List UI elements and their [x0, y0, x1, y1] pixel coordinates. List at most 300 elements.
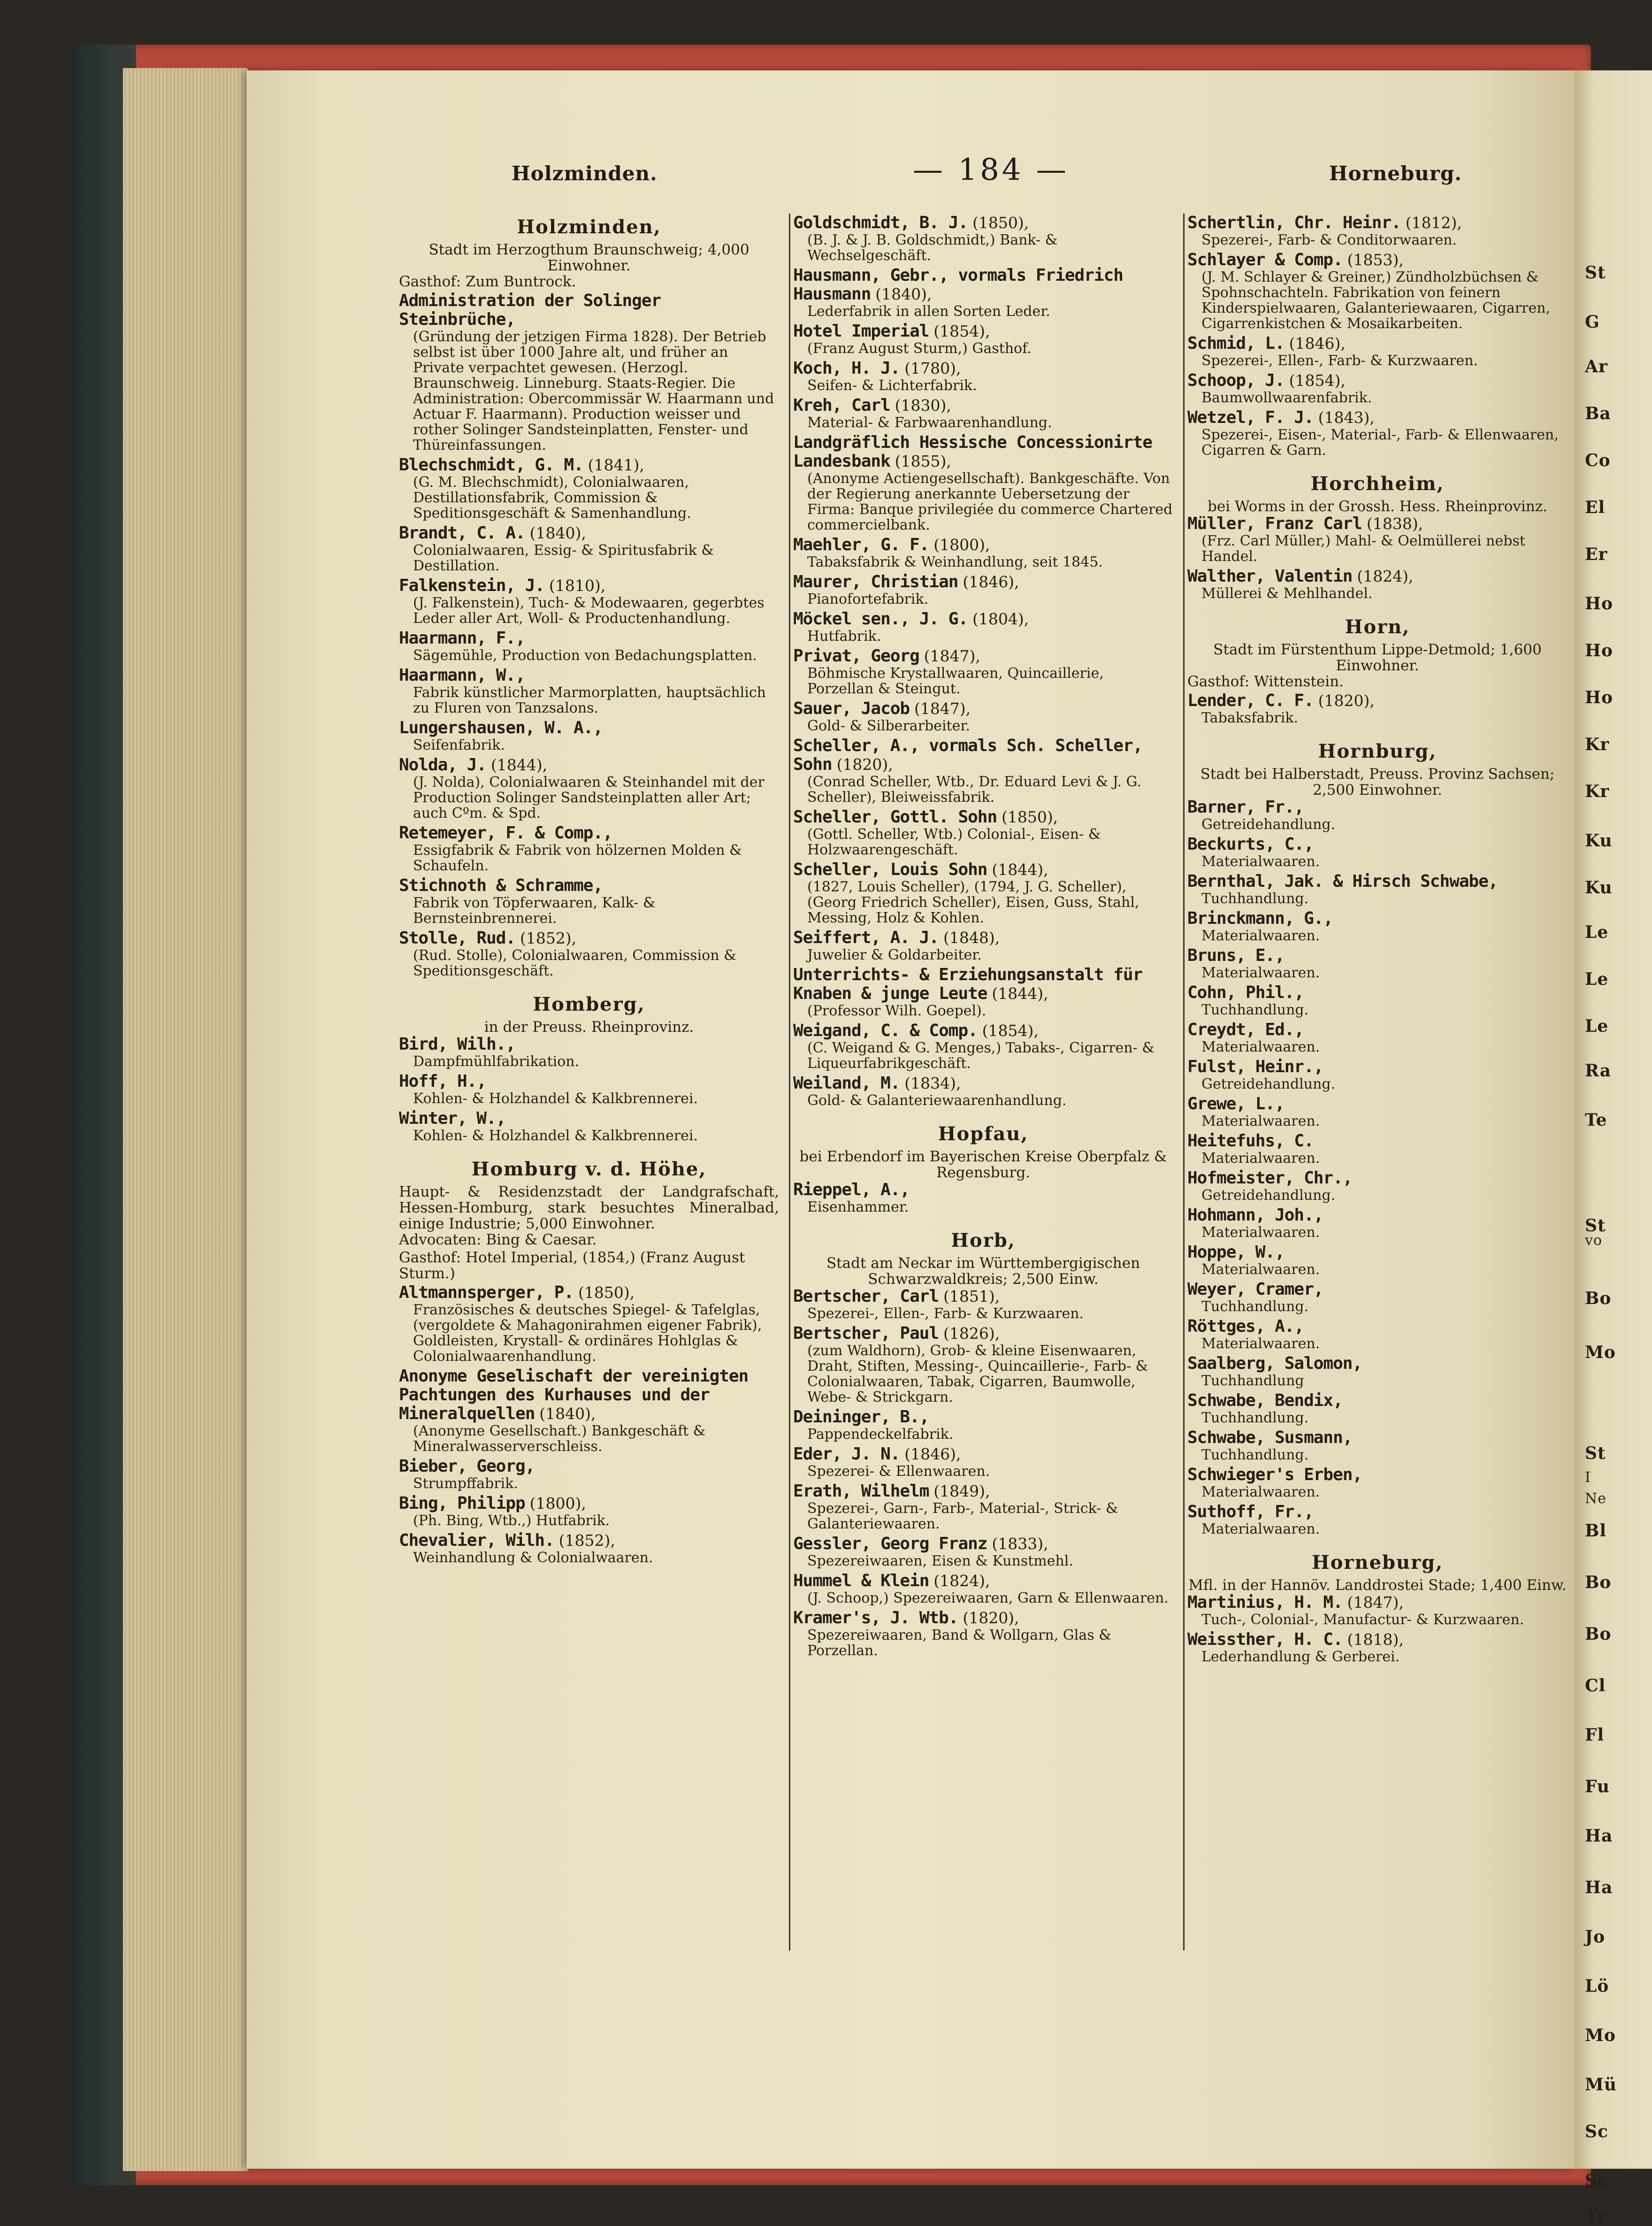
firm-description: Getreidehandlung. [1201, 816, 1336, 833]
firm-name: Weissther, H. C. [1187, 1630, 1343, 1649]
firm-description: Essigfabrik & Fabrik von hölzernen Molden & Schaufeln. [413, 842, 742, 874]
entry-headline [1187, 983, 1568, 1002]
firm-name: Heitefuhs, C. [1187, 1131, 1314, 1151]
firm-description: (C. Weigand & G. Menges,) Tabaks-, Cigarren- & Liqueurfabrikgeschäft. [807, 1040, 1155, 1072]
firm-name: Wetzel, F. J. [1187, 408, 1314, 427]
firm-description: Gold- & Silberarbeiter. [807, 718, 970, 734]
firm-name: Möckel sen., J. G. [793, 609, 968, 629]
directory-entry [1187, 1593, 1568, 1627]
firm-name: Röttges, A., [1187, 1317, 1304, 1336]
firm-description: Materialwaaren. [1201, 1261, 1320, 1278]
firm-year: (1840), [529, 524, 586, 542]
firm-description: Materialwaaren. [1201, 853, 1320, 870]
firm-year: (1800), [529, 1494, 586, 1512]
entry-headline [399, 1072, 779, 1091]
firm-year: (1838), [1367, 514, 1423, 533]
directory-entry [793, 808, 1173, 858]
firm-name: Schoop, J. [1187, 371, 1285, 390]
directory-entry [1187, 1058, 1568, 1092]
directory-entry [1187, 835, 1568, 869]
firm-year: (1853), [1347, 251, 1404, 269]
entry-headline [1187, 1169, 1568, 1188]
firm-name: Maurer, Christian [793, 572, 958, 591]
next-page-fragment: Bl [1585, 1521, 1607, 1541]
header-right-title: Horneburg. [1329, 162, 1462, 185]
firm-name: Scheller, Louis Sohn [793, 860, 987, 879]
directory-entry [793, 1287, 1173, 1321]
firm-description: Tuch-, Colonial-, Manufactur- & Kurzwaaren. [1201, 1612, 1524, 1628]
firm-name: Hoppe, W., [1187, 1243, 1285, 1262]
firm-name: Cohn, Phil., [1187, 983, 1304, 1002]
firm-year: (1847), [1347, 1593, 1404, 1612]
place-description: Mfl. in der Hannöv. Landdrostei Stade; 1,400 Einw. [1188, 1577, 1567, 1594]
place-description: bei Worms in der Grossh. Hess. Rheinprovinz. [1207, 498, 1548, 515]
firm-name: Stolle, Rud. [399, 929, 516, 948]
entry-headline [399, 666, 779, 685]
entry-headline [1187, 408, 1568, 427]
directory-entry [793, 266, 1173, 319]
firm-year: (1843), [1318, 408, 1375, 427]
column-rule [1183, 214, 1185, 1950]
firm-year: (1812), [1405, 214, 1462, 232]
firm-name: Landgräflich Hessische Concessionirte Landesbank [793, 433, 1152, 471]
entry-headline [793, 1535, 1173, 1553]
entry-headline [793, 1408, 1173, 1427]
directory-entry [793, 1324, 1173, 1405]
entry-headline [1187, 1095, 1568, 1113]
firm-name: Koch, H. J. [793, 359, 900, 378]
directory-entry [399, 576, 779, 626]
directory-entry [1187, 1466, 1568, 1500]
firm-name: Unterrichts- & Erziehungsanstalt für Knaben & junge Leute [793, 965, 1143, 1003]
next-page-fragment: Fu [1585, 1777, 1610, 1796]
firm-year: (1844), [992, 984, 1048, 1003]
firm-description: Gold- & Galanteriewaarenhandlung. [807, 1092, 1067, 1109]
firm-name: Schwabe, Bendix, [1187, 1391, 1343, 1410]
firm-description: Pappendeckelfabrik. [807, 1426, 954, 1443]
firm-name: Schwieger's Erben, [1187, 1465, 1362, 1484]
directory-entry [793, 214, 1173, 263]
next-page-fragment: Mü [1585, 2075, 1617, 2095]
next-page-fragment: Le [1585, 1016, 1609, 1036]
directory-entry [793, 737, 1173, 805]
directory-entry [793, 966, 1173, 1019]
directory-entry [793, 1609, 1173, 1658]
place-heading: Horneburg, [1311, 1551, 1444, 1574]
entry-headline [793, 433, 1173, 471]
entry-headline [793, 966, 1173, 1003]
directory-entry [399, 1283, 779, 1364]
entry-headline [1187, 1280, 1568, 1299]
firm-name: Hoff, H., [399, 1072, 487, 1091]
firm-description: (zum Waldhorn), Grob- & kleine Eisenwaaren, Draht, Stiften, Messing-, Quincaillerie-, Farb- & Colonialwaaren, Tabak, Cigarren, Baumwolle, Webe- & Strickgarn. [807, 1343, 1148, 1405]
firm-name: Walther, Valentin [1187, 567, 1353, 586]
place-heading: Horchheim, [1310, 473, 1445, 495]
entry-headline [399, 1367, 779, 1423]
firm-year: (1851), [943, 1287, 1000, 1305]
directory-entry [1187, 1503, 1568, 1537]
directory-entry [1187, 251, 1568, 331]
directory-entry [399, 1035, 779, 1069]
firm-name: Kreh, Carl [793, 396, 890, 415]
entry-headline [399, 576, 779, 595]
firm-name: Blechschmidt, G. M. [399, 455, 583, 475]
entry-headline [793, 647, 1173, 666]
directory-entry [793, 610, 1173, 644]
firm-description: Tabaksfabrik & Weinhandlung, seit 1845. [807, 554, 1103, 570]
entry-headline [793, 573, 1173, 591]
entry-headline [793, 266, 1173, 304]
page-header [411, 153, 1462, 204]
entry-headline [793, 359, 1173, 378]
directory-entry [1187, 567, 1568, 601]
entry-headline [1187, 1317, 1568, 1336]
firm-name: Brinckmann, G., [1187, 909, 1333, 928]
firm-description: Materialwaaren. [1201, 1039, 1320, 1055]
entry-headline [1187, 835, 1568, 854]
firm-year: (1840), [875, 285, 932, 303]
firm-year: (1841), [588, 456, 644, 474]
next-page-fragment: G [1585, 312, 1600, 332]
entry-headline [399, 719, 779, 737]
directory-entry [399, 1531, 779, 1566]
directory-entry [1187, 408, 1568, 458]
firm-year: (1854), [982, 1021, 1039, 1040]
directory-entry [1187, 1132, 1568, 1166]
header-left-title: Holzminden. [512, 162, 658, 185]
firm-year: (1820), [963, 1609, 1019, 1627]
firm-year: (1844), [992, 860, 1048, 879]
place-description: in der Preuss. Rheinprovinz. [484, 1019, 694, 1036]
next-page-fragment: St [1585, 1443, 1606, 1463]
entry-headline [1187, 1058, 1568, 1076]
firm-description: Weinhandlung & Colonialwaaren. [413, 1550, 653, 1566]
entry-headline [793, 322, 1173, 341]
directory-entry [399, 629, 779, 663]
directory-entry [1187, 1391, 1568, 1426]
place-note: Gasthof: Hotel Imperial, (1854,) (Franz August Sturm.) [399, 1249, 745, 1282]
directory-entry [1187, 1428, 1568, 1463]
firm-name: Brandt, C. A. [399, 523, 525, 543]
entry-headline [399, 929, 779, 948]
firm-year: (1780), [904, 359, 961, 377]
directory-entry [399, 876, 779, 926]
firm-description: Böhmische Krystallwaaren, Quincaillerie, Porzellan & Steingut. [807, 665, 1104, 697]
firm-name: Barner, Fr., [1187, 798, 1304, 817]
firm-year: (1847), [924, 647, 980, 665]
entry-headline [793, 610, 1173, 629]
firm-year: (1846), [1289, 334, 1346, 353]
firm-description: Spezerei-, Ellen-, Farb- & Kurzwaaren. [807, 1305, 1084, 1322]
firm-year: (1855), [895, 452, 951, 470]
next-page-fragment: Ho [1585, 688, 1614, 707]
next-page-edge [1575, 70, 1652, 2226]
firm-description: Getreidehandlung. [1201, 1187, 1336, 1204]
firm-name: Scheller, Gottl. Sohn [793, 807, 997, 827]
firm-name: Bing, Philipp [399, 1494, 525, 1513]
place-description: bei Erbendorf im Bayerischen Kreise Oberpfalz & Regensburg. [799, 1148, 1167, 1181]
firm-year: (1810), [549, 576, 606, 595]
firm-name: Schlayer & Comp. [1187, 250, 1343, 269]
firm-description: Tuchhandlung. [1201, 1298, 1309, 1315]
next-page-fragment: vo [1585, 1232, 1603, 1249]
directory-entry [1187, 371, 1568, 406]
next-page-fragment: St [1585, 1216, 1606, 1236]
directory-entry [399, 719, 779, 753]
next-page-fragment: Lö [1585, 1976, 1609, 1996]
firm-description: Tuchhandlung. [1201, 1410, 1309, 1426]
firm-description: Kohlen- & Holzhandel & Kalkbrennerei. [413, 1090, 698, 1107]
entry-headline [399, 1035, 779, 1054]
directory-entry [793, 929, 1173, 963]
firm-name: Hohmann, Joh., [1187, 1205, 1323, 1225]
directory-entry [793, 396, 1173, 430]
entry-headline [793, 1287, 1173, 1306]
directory-entry [399, 1109, 779, 1144]
directory-entry [793, 860, 1173, 926]
firm-name: Bertscher, Paul [793, 1324, 939, 1343]
firm-year: (1826), [943, 1324, 1000, 1343]
next-page-fragment: Ho [1585, 641, 1614, 660]
firm-description: Materialwaaren. [1201, 1224, 1320, 1241]
entry-headline [793, 396, 1173, 415]
directory-column-2 [793, 214, 1173, 1661]
directory-entry [1187, 872, 1568, 906]
firm-description: (J. Nolda), Colonialwaaren & Steinhandel mit der Production Solinger Sandsteinplatten aller Art; auch Cºm. & Spd. [413, 774, 765, 821]
entry-headline [399, 1457, 779, 1476]
entry-headline [1187, 1466, 1568, 1484]
next-page-fragment: Ra [1585, 1061, 1612, 1081]
firm-name: Gessler, Georg Franz [793, 1534, 987, 1553]
firm-year: (1850), [972, 214, 1029, 232]
entry-headline [399, 876, 779, 895]
directory-entry [1187, 1354, 1568, 1389]
entry-headline [399, 756, 779, 775]
next-page-fragment: Bo [1585, 1573, 1612, 1592]
next-page-fragment: Cl [1585, 1676, 1606, 1696]
next-page-fragment: I [1585, 1469, 1591, 1486]
firm-name: Kramer's, J. Wtb. [793, 1608, 958, 1627]
firm-year: (1824), [933, 1572, 990, 1590]
firm-description: Juwelier & Goldarbeiter. [807, 947, 982, 963]
firm-description: Seifen- & Lichterfabrik. [807, 377, 977, 394]
firm-year: (1834), [904, 1074, 961, 1092]
directory-entry [793, 1445, 1173, 1479]
firm-description: Materialwaaren. [1201, 1336, 1320, 1352]
firm-year: (1804), [972, 610, 1029, 628]
firm-name: Weyer, Cramer, [1187, 1280, 1323, 1299]
directory-entry [1187, 1021, 1568, 1055]
directory-entry [793, 1021, 1173, 1071]
place-heading: Holzminden, [517, 216, 661, 238]
entry-headline [1187, 1428, 1568, 1447]
firm-year: (1844), [490, 756, 548, 774]
directory-entry [1187, 214, 1568, 248]
firm-name: Beckurts, C., [1187, 835, 1314, 854]
firm-name: Hummel & Klein [793, 1571, 929, 1590]
entry-headline [1187, 1503, 1568, 1521]
entry-headline [793, 1609, 1173, 1627]
entry-headline [1187, 1391, 1568, 1410]
firm-name: Bieber, Georg, [399, 1457, 535, 1476]
entry-headline [793, 808, 1173, 827]
firm-description: Sägemühle, Production von Bedachungsplatten. [413, 647, 757, 664]
place-note: Gasthof: Wittenstein. [1187, 673, 1344, 690]
entry-headline [1187, 1354, 1568, 1373]
directory-entry [1187, 1095, 1568, 1129]
entry-headline [1187, 1630, 1568, 1649]
next-page-fragment: Fl [1585, 1725, 1605, 1745]
next-page-fragment: Le [1585, 922, 1609, 942]
firm-year: (1854), [1289, 371, 1346, 390]
firm-description: Müllerei & Mehlhandel. [1201, 585, 1373, 602]
firm-description: Spezerei-, Garn-, Farb-, Material-, Strick- & Galanteriewaaren. [807, 1500, 1118, 1532]
directory-entry [399, 929, 779, 979]
next-page-fragment: Ar [1585, 357, 1608, 376]
firm-description: (J. Falkenstein), Tuch- & Modewaaren, gegerbtes Leder aller Art, Woll- & Productenhandlung. [413, 595, 765, 627]
firm-description: Materialwaaren. [1201, 1150, 1320, 1167]
entry-headline [399, 629, 779, 648]
firm-description: Spezereiwaaren, Band & Wollgarn, Glas & Porzellan. [807, 1627, 1111, 1659]
directory-entry [1187, 909, 1568, 944]
firm-year: (1847), [914, 699, 971, 718]
firm-name: Weigand, C. & Comp. [793, 1021, 978, 1040]
entry-headline [399, 1531, 779, 1550]
directory-entry [793, 1572, 1173, 1606]
firm-name: Altmannsperger, P. [399, 1283, 574, 1302]
entry-headline [793, 1324, 1173, 1343]
place-heading: Hornburg, [1318, 740, 1437, 762]
firm-year: (1820), [836, 755, 893, 774]
directory-entry [793, 322, 1173, 356]
firm-description: Tuchhandlung [1201, 1373, 1304, 1389]
page-edges [123, 68, 248, 2171]
firm-year: (1854), [933, 322, 990, 340]
next-page-fragment: St [1585, 263, 1606, 283]
firm-name: Saalberg, Salomon, [1187, 1354, 1362, 1373]
next-page-fragment: Ba [1585, 404, 1611, 423]
entry-headline [1187, 1206, 1568, 1225]
firm-description: Dampfmühlfabrikation. [413, 1053, 580, 1070]
next-page-fragment: Tr [1585, 2206, 1606, 2226]
firm-description: (Anonyme Actiengesellschaft). Bankgeschäfte. Von der Regierung anerkannte Uebersetzung der Firma: Banque privilegiée du commerce Chartered commercielbank. [807, 470, 1173, 533]
firm-name: Lender, C. F. [1187, 691, 1314, 710]
firm-name: Haarmann, F., [399, 629, 525, 648]
directory-entry [793, 536, 1173, 570]
firm-name: Hotel Imperial [793, 322, 929, 341]
firm-name: Bird, Wilh., [399, 1035, 516, 1054]
directory-entry [399, 1072, 779, 1106]
firm-name: Müller, Franz Carl [1187, 514, 1362, 533]
next-page-fragment: Ho [1585, 594, 1614, 614]
entry-headline [793, 214, 1173, 232]
firm-description: Lederfabrik in allen Sorten Leder. [807, 303, 1050, 320]
firm-year: (1800), [933, 536, 990, 554]
next-page-fragment: Ku [1585, 878, 1613, 898]
entry-headline [399, 1283, 779, 1302]
firm-description: (B. J. & J. B. Goldschmidt,) Bank- & Wechselgeschäft. [807, 232, 1058, 264]
firm-description: (1827, Louis Scheller), (1794, J. G. Scheller), (Georg Friedrich Scheller), Eisen, Guss, Stahl, Messing, Holz & Kohlen. [807, 879, 1140, 926]
entry-headline [793, 860, 1173, 879]
next-page-fragment: Sc [1585, 2171, 1608, 2191]
firm-description: Spezerei- & Ellenwaaren. [807, 1463, 990, 1480]
entry-headline [793, 1021, 1173, 1040]
column-rule [789, 214, 790, 1950]
directory-entry [793, 1535, 1173, 1569]
directory-column-1 [399, 214, 779, 1568]
entry-headline [793, 1572, 1173, 1590]
directory-entry [399, 824, 779, 874]
entry-headline [793, 929, 1173, 947]
place-description: Stadt bei Halberstadt, Preuss. Provinz Sachsen; 2,500 Einwohner. [1200, 766, 1555, 798]
directory-entry [793, 359, 1173, 393]
firm-description: Materialwaaren. [1201, 1484, 1320, 1500]
entry-headline [399, 1109, 779, 1128]
firm-description: (G. M. Blechschmidt), Colonialwaaren, Destillationsfabrik, Commission & Speditionsgeschäft & Samenhandlung. [413, 474, 691, 522]
firm-name: Privat, Georg [793, 646, 919, 666]
directory-entry [1187, 1169, 1568, 1203]
entry-headline [399, 292, 779, 329]
directory-entry [1187, 1317, 1568, 1351]
directory-entry [399, 524, 779, 574]
firm-description: (Gottl. Scheller, Wtb.) Colonial-, Eisen- & Holzwaarengeschäft. [807, 826, 1101, 858]
entry-headline [1187, 214, 1568, 232]
place-heading: Homberg, [533, 993, 645, 1015]
directory-entry [1187, 1206, 1568, 1240]
firm-name: Rieppel, A., [793, 1180, 910, 1199]
firm-name: Schwabe, Susmann, [1187, 1428, 1353, 1447]
firm-description: (J. M. Schlayer & Greiner,) Zündholzbüchsen & Spohnschachteln. Fabrikation von feinern Kinderspielwaaren, Galanteriewaaren, Cigarren, Cigarrenkistchen & Mosaikarbeiten. [1201, 269, 1551, 332]
directory-entry [793, 1074, 1173, 1108]
directory-entry [793, 1482, 1173, 1532]
firm-description: (Anonyme Gesellschaft.) Bankgeschäft & Mineralwasserverschleiss. [413, 1423, 706, 1455]
firm-name: Deininger, B., [793, 1407, 929, 1427]
firm-description: Kohlen- & Holzhandel & Kalkbrennerei. [413, 1128, 698, 1144]
entry-headline [1187, 334, 1568, 353]
firm-description: Materialwaaren. [1201, 965, 1320, 981]
firm-year: (1852), [520, 929, 577, 947]
directory-entry [399, 1367, 779, 1454]
directory-entry [399, 666, 779, 716]
firm-year: (1846), [904, 1445, 961, 1463]
firm-description: (Rud. Stolle), Colonialwaaren, Commission & Speditionsgeschäft. [413, 947, 736, 979]
entry-headline [793, 1482, 1173, 1501]
directory-entry [1187, 983, 1568, 1018]
entry-headline [1187, 946, 1568, 965]
firm-description: Fabrik künstlicher Marmorplatten, hauptsächlich zu Fluren von Tanzsalons. [413, 684, 766, 716]
firm-name: Grewe, L., [1187, 1094, 1285, 1113]
firm-name: Administration der Solinger Steinbrüche, [399, 291, 661, 329]
firm-name: Haarmann, W., [399, 666, 525, 685]
directory-entry [793, 1181, 1173, 1215]
firm-name: Sauer, Jacob [793, 699, 910, 718]
firm-description: Spezerei-, Farb- & Conditorwaaren. [1201, 232, 1457, 248]
entry-headline [1187, 514, 1568, 533]
entry-headline [1187, 251, 1568, 269]
entry-headline [1187, 872, 1568, 891]
firm-description: Französisches & deutsches Spiegel- & Tafelglas, (vergoldete & Mahagonirahmen eigener Fabrik), Goldleisten, Krystall- & ordinäres Hohlglas & Colonialwaarenhandlung. [413, 1302, 762, 1365]
firm-description: Spezereiwaaren, Eisen & Kunstmehl. [807, 1553, 1073, 1569]
firm-year: (1830), [895, 396, 951, 414]
firm-year: (1824), [1357, 567, 1414, 585]
firm-year: (1850), [1002, 808, 1058, 826]
firm-year: (1820), [1318, 691, 1375, 710]
firm-year: (1833), [992, 1535, 1048, 1553]
next-page-fragment: Bo [1585, 1289, 1612, 1308]
firm-description: (Gründung der jetzigen Firma 1828). Der Betrieb selbst ist über 1000 Jahre alt, und früher an Private verpachtet gewesen. (Herzogl. Braunschweig. Linneburg. Staats-Regier. Die Administration: Obercommissär W. Haarmann und Actuar F. Haarmann). Production weisser und rother Solinger Sandsteinplatten, Fenster- und Thüreinfassungen. [413, 329, 774, 453]
next-page-fragment: Jo [1585, 1927, 1606, 1947]
firm-year: (1850), [578, 1283, 635, 1302]
